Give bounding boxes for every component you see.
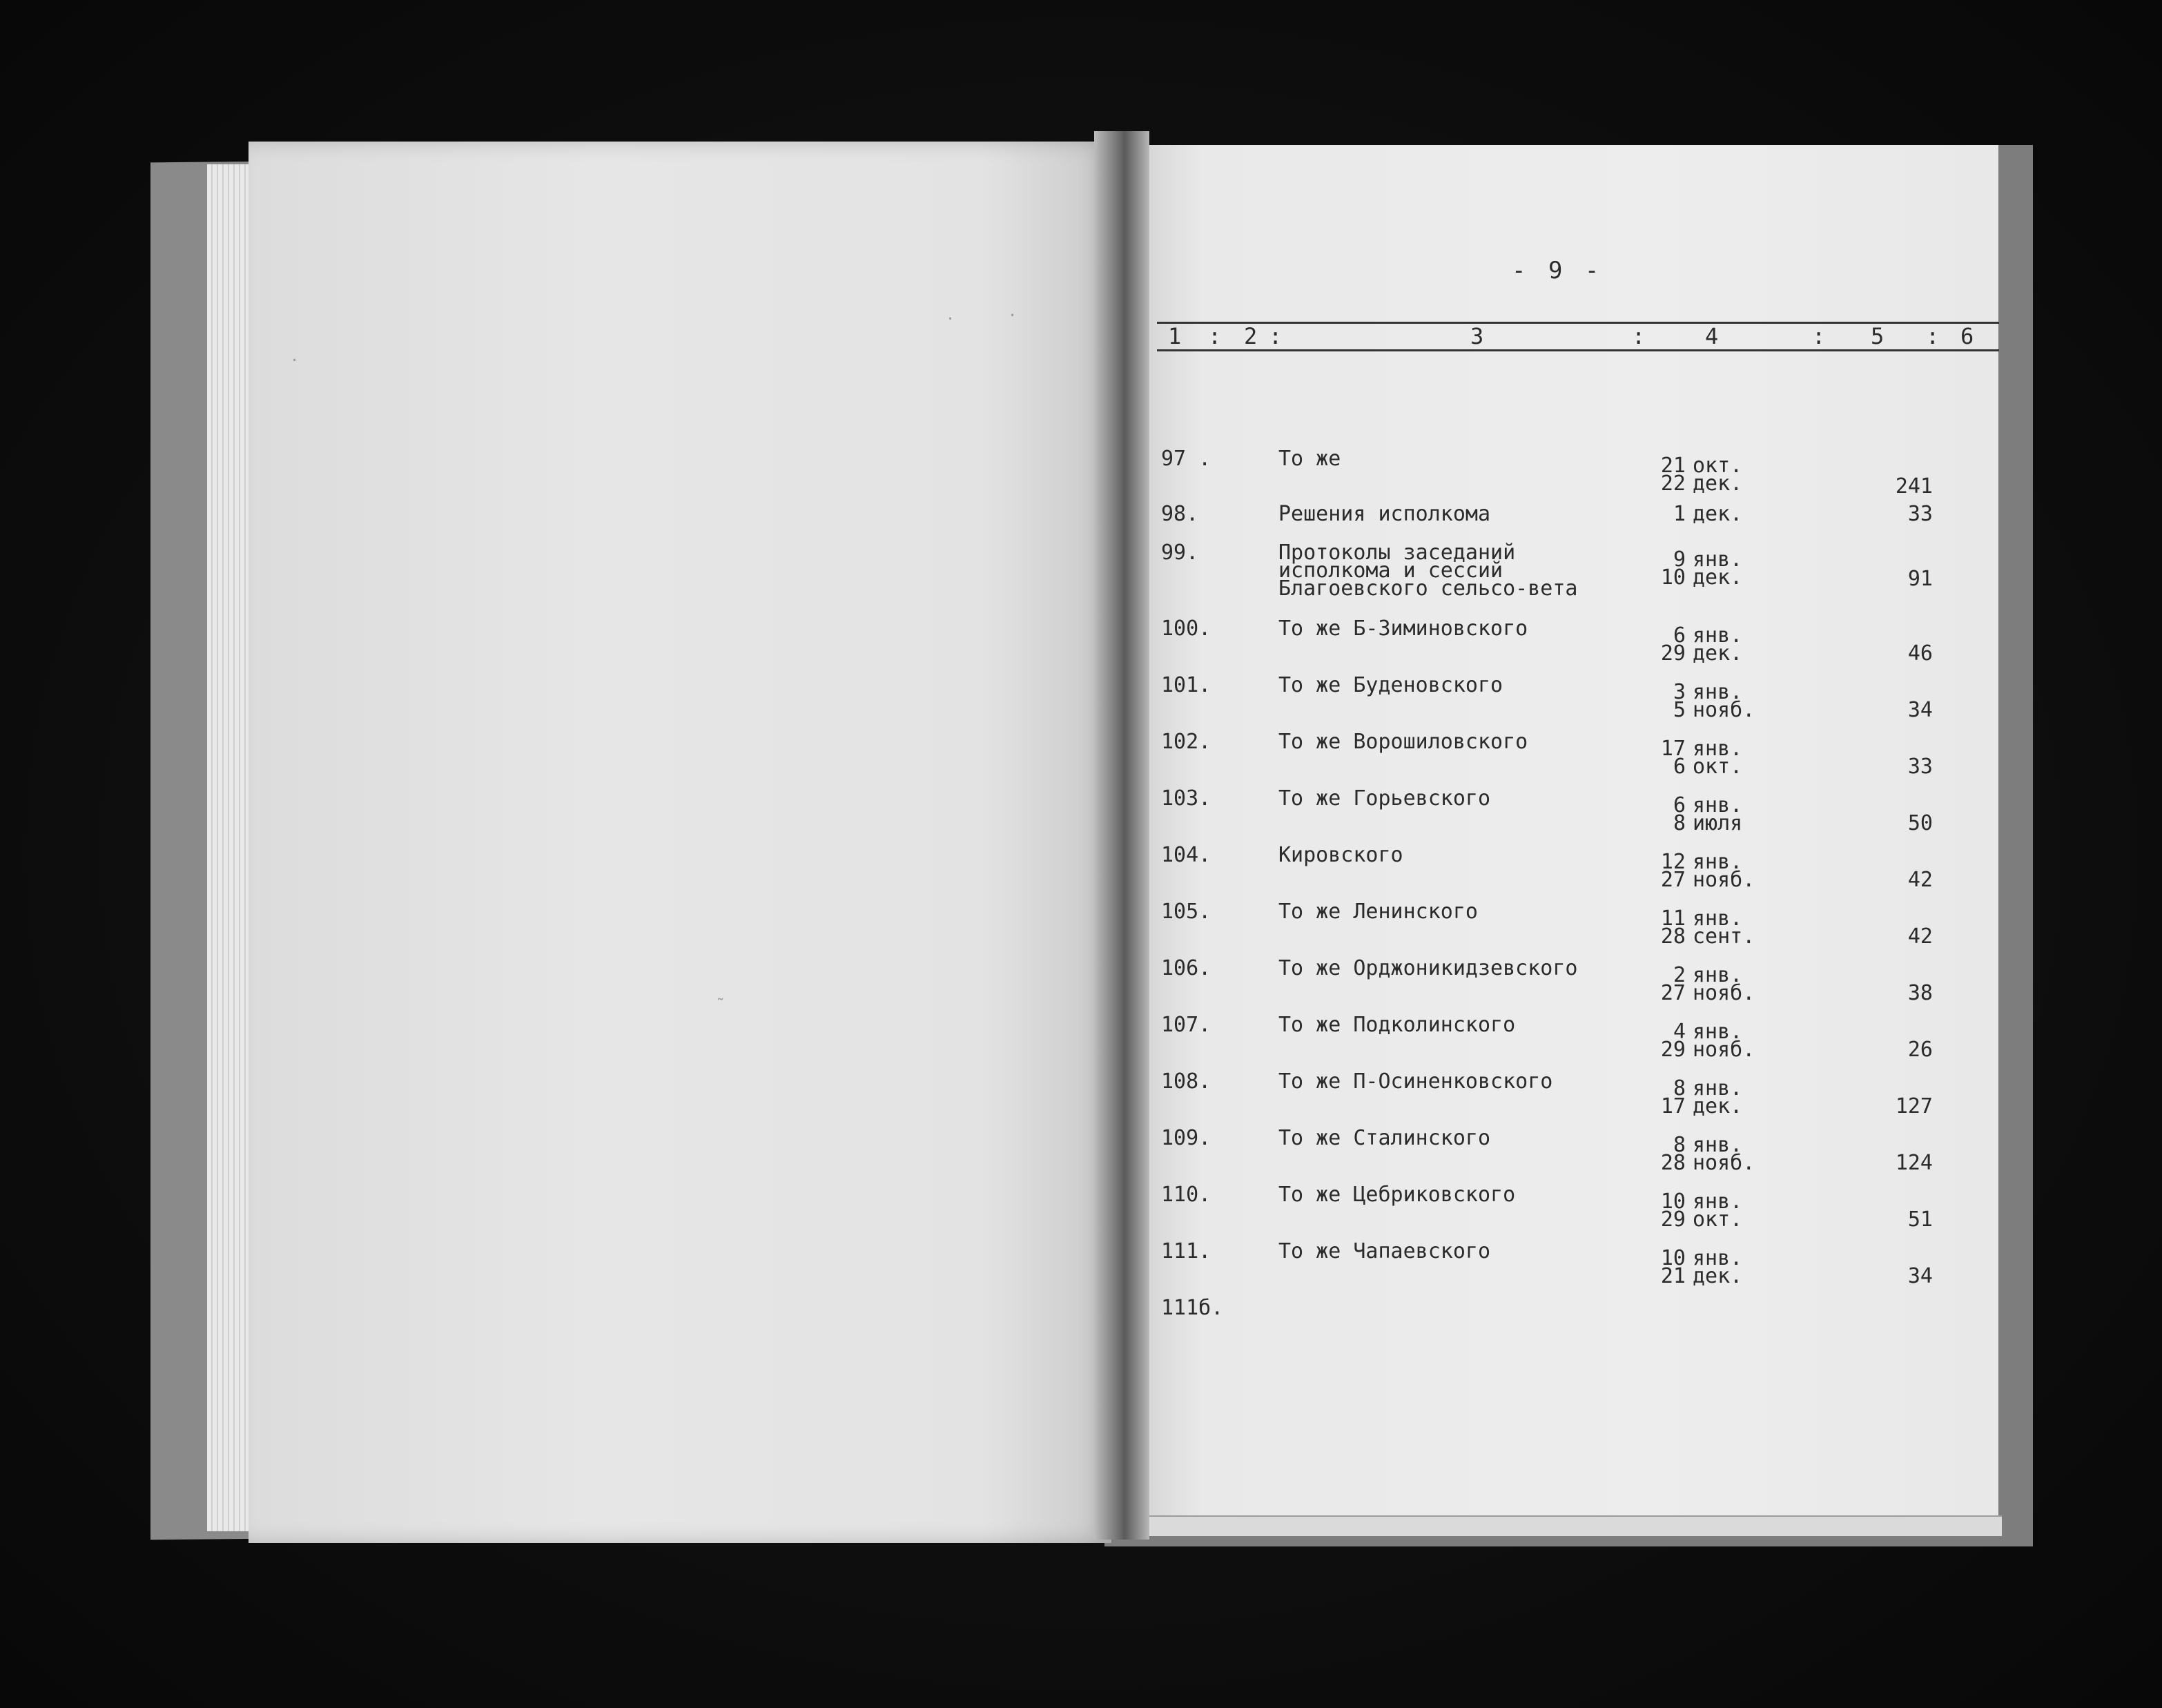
item-title: Кировского [1278,843,1403,867]
end-day: 29 [1660,1038,1686,1062]
item-title: То же Б-Зиминовского [1278,617,1528,641]
page-number: - 9 - [1512,257,1604,284]
column-header-4: 4 [1705,323,1719,349]
left-page-blank [249,142,1111,1543]
item-title: То же Подколинского [1278,1013,1516,1037]
start-day: 9 [1673,547,1686,572]
item-number: 111б. [1161,1296,1224,1320]
column-header-2: 2 [1244,323,1258,349]
end-month: дек. [1693,472,1743,496]
end-day: 8 [1673,811,1686,835]
item-number: 105. [1161,900,1211,924]
start-month: янв. [1693,906,1743,931]
end-month: нояб. [1693,1151,1755,1175]
paper-speck: ˷ [718,984,728,1001]
end-month: дек. [1693,1094,1743,1118]
item-title: То же Горьевского [1278,786,1491,811]
start-month: янв. [1693,737,1743,761]
item-number: 99. [1161,541,1199,565]
end-month: нояб. [1693,698,1755,722]
date-range [1657,1246,1767,1288]
start-month: янв. [1693,963,1743,987]
start-month: окт. [1693,454,1743,478]
sheet-count: 91 [1907,567,1933,591]
end-month: дек. [1693,1264,1743,1288]
item-title: То же Ворошиловского [1278,730,1528,754]
column-header-6: 6 [1960,323,1974,349]
right-page-bottom-edge [1146,1515,2002,1536]
start-day: 8 [1673,1133,1686,1157]
start-day: 8 [1673,1076,1686,1100]
sheet-count: 51 [1907,1207,1933,1232]
item-title: То же Чапаевского [1278,1239,1491,1263]
header-rule-bottom [1157,349,1999,351]
date-range [1657,623,1767,666]
end-month: окт. [1693,755,1743,779]
item-number: 101. [1161,673,1211,697]
start-day: 17 [1660,737,1686,761]
start-day: 3 [1673,680,1686,704]
item-number: 98. [1161,502,1199,526]
item-number: 102. [1161,730,1211,754]
start-day: 4 [1673,1020,1686,1044]
sheet-count: 127 [1895,1094,1933,1118]
item-number: 104. [1161,843,1211,867]
book-gutter [1094,131,1149,1540]
end-day: 28 [1660,1151,1686,1175]
date-range [1657,680,1767,722]
start-day: 6 [1673,793,1686,817]
start-month: янв. [1693,1246,1743,1270]
end-day: 6 [1673,755,1686,779]
paper-speck: · [946,311,955,328]
start-month: янв. [1693,793,1743,817]
end-month: окт. [1693,1207,1743,1232]
date-range [1657,906,1767,949]
item-title: То же П-Осиненковского [1278,1069,1553,1094]
start-day: 10 [1660,1190,1686,1214]
end-day: 1 [1673,502,1686,526]
item-title: Решения исполкома [1278,502,1491,526]
column-separator: : [1632,323,1646,349]
sheet-count: 33 [1907,755,1933,779]
sheet-count: 46 [1907,641,1933,666]
item-number: 97 . [1161,447,1211,471]
end-day: 28 [1660,924,1686,949]
sheet-count: 34 [1907,698,1933,722]
end-day: 10 [1660,565,1686,590]
sheet-count: 42 [1907,924,1933,949]
item-number: 103. [1161,786,1211,811]
start-day: 10 [1660,1246,1686,1270]
date-range [1657,454,1767,496]
date-range [1657,737,1767,779]
date-range [1657,502,1767,526]
end-month: нояб. [1693,1038,1755,1062]
sheet-count: 42 [1907,868,1933,892]
sheet-count: 50 [1907,811,1933,835]
item-number: 109. [1161,1126,1211,1150]
sheet-count: 33 [1907,502,1933,526]
start-day: 6 [1673,623,1686,648]
end-month: июля [1693,811,1743,835]
item-number: 100. [1161,617,1211,641]
start-month: янв. [1693,850,1743,874]
column-header-3: 3 [1470,323,1484,349]
start-day: 2 [1673,963,1686,987]
item-number: 111. [1161,1239,1211,1263]
paper-speck: · [290,352,300,369]
column-header-1: 1 [1168,323,1182,349]
end-day: 27 [1660,868,1686,892]
item-number: 106. [1161,956,1211,980]
date-range [1657,547,1767,590]
start-month: янв. [1693,547,1743,572]
column-separator: : [1208,323,1222,349]
start-month: янв. [1693,1133,1743,1157]
column-separator: : [1812,323,1826,349]
sheet-count: 241 [1895,474,1933,498]
start-day: 11 [1660,906,1686,931]
date-range [1657,1020,1767,1062]
start-day: 21 [1660,454,1686,478]
end-day: 22 [1660,472,1686,496]
start-day: 12 [1660,850,1686,874]
item-number: 107. [1161,1013,1211,1037]
end-day: 27 [1660,981,1686,1005]
end-day: 5 [1673,698,1686,722]
end-month: нояб. [1693,868,1755,892]
item-title: То же [1278,447,1341,471]
date-range [1657,1133,1767,1175]
item-number: 110. [1161,1183,1211,1207]
item-title: То же Цебриковского [1278,1183,1516,1207]
column-header-5: 5 [1871,323,1885,349]
item-title: Протоколы заседаний исполкома и сессий Благоевского сельсо-вета [1278,541,1578,601]
archive-inventory-page [1153,249,2002,1353]
item-title: То же Ленинского [1278,900,1478,924]
sheet-count: 34 [1907,1264,1933,1288]
date-range [1657,850,1767,892]
end-day: 29 [1660,1207,1686,1232]
start-month: янв. [1693,1076,1743,1100]
end-month: дек. [1693,565,1743,590]
sheet-count: 124 [1895,1151,1933,1175]
end-month: сент. [1693,924,1755,949]
end-day: 21 [1660,1264,1686,1288]
start-month: янв. [1693,623,1743,648]
end-month: нояб. [1693,981,1755,1005]
item-title: То же Сталинского [1278,1126,1491,1150]
start-month: янв. [1693,1190,1743,1214]
end-month: дек. [1693,641,1743,666]
date-range [1657,1076,1767,1118]
item-title: То же Буденовского [1278,673,1503,697]
sheet-count: 38 [1907,981,1933,1005]
start-month: янв. [1693,1020,1743,1044]
end-day: 17 [1660,1094,1686,1118]
item-number: 108. [1161,1069,1211,1094]
sheet-count: 26 [1907,1038,1933,1062]
column-separator: : [1269,323,1283,349]
end-month: дек. [1693,502,1743,526]
start-month: янв. [1693,680,1743,704]
paper-speck: · [1008,307,1017,324]
item-title: То же Орджоникидзевского [1278,956,1578,980]
date-range [1657,963,1767,1005]
date-range [1657,1190,1767,1232]
end-day: 29 [1660,641,1686,666]
date-range [1657,793,1767,835]
column-separator: : [1926,323,1940,349]
